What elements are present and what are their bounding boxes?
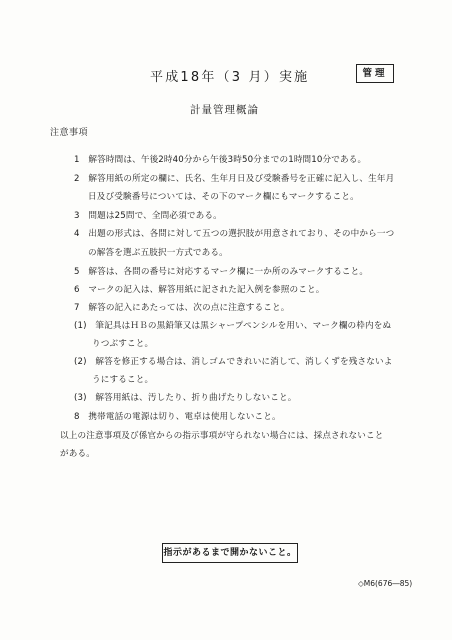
note-line-8: 8 携帯電話の電源は切り、電卓は使用しないこと。	[74, 412, 281, 422]
note-line-7-2-cont: うにすること。	[92, 375, 154, 385]
note-line-6: 6 マークの記入は、解答用紙に記された記入例を参照のこと。	[74, 285, 325, 295]
note-line-2-cont: 日及び受験番号については、その下のマーク欄にもマークすること。	[88, 192, 359, 202]
admin-label-box: 管理	[356, 64, 394, 83]
subject-title: 計量管理概論	[190, 104, 259, 116]
note-line-7-2: (2) 解答を修正する場合は、消しゴムできれいに消して、消しくずを残さないよ	[74, 357, 393, 367]
closing-line-cont: がある。	[60, 449, 95, 459]
note-line-4-cont: の解答を選ぶ五肢択一方式である。	[88, 248, 228, 258]
note-line-4: 4 出題の形式は、各問に対して五つの選択肢が用意されており、その中から一つ	[74, 229, 395, 239]
note-line-7-1: (1) 筆記具はＨＢの黒鉛筆又は黒シャープペンシルを用い、マーク欄の枠内をぬ	[74, 321, 392, 331]
note-line-7-3: (3) 解答用紙は、汚したり、折り曲げたりしないこと。	[74, 393, 297, 403]
note-line-5: 5 解答は、各問の番号に対応するマーク欄に一か所のみマークすること。	[74, 267, 369, 277]
note-line-7: 7 解答の記入にあたっては、次の点に注意すること。	[74, 303, 290, 313]
closing-line: 以上の注意事項及び係官からの指示事項が守られない場合には、採点されないこと	[60, 431, 384, 441]
note-line-3: 3 問題は25問で、全問必須である。	[74, 211, 222, 221]
document-code: ◇M6(676―85)	[358, 579, 413, 588]
notes-heading: 注意事項	[50, 128, 89, 138]
exam-date-title: 平成18年（3 月）実施	[150, 70, 310, 85]
do-not-open-notice: 指示があるまで開かないこと。	[162, 543, 298, 563]
note-line-2: 2 解答用紙の所定の欄に、氏名、生年月日及び受験番号を正確に記入し、生年月	[74, 174, 395, 184]
note-line-7-1-cont: りつぶすこと。	[92, 339, 154, 349]
note-line-1: 1 解答時間は、午後2時40分から午後3時50分までの1時間10分である。	[74, 155, 367, 165]
